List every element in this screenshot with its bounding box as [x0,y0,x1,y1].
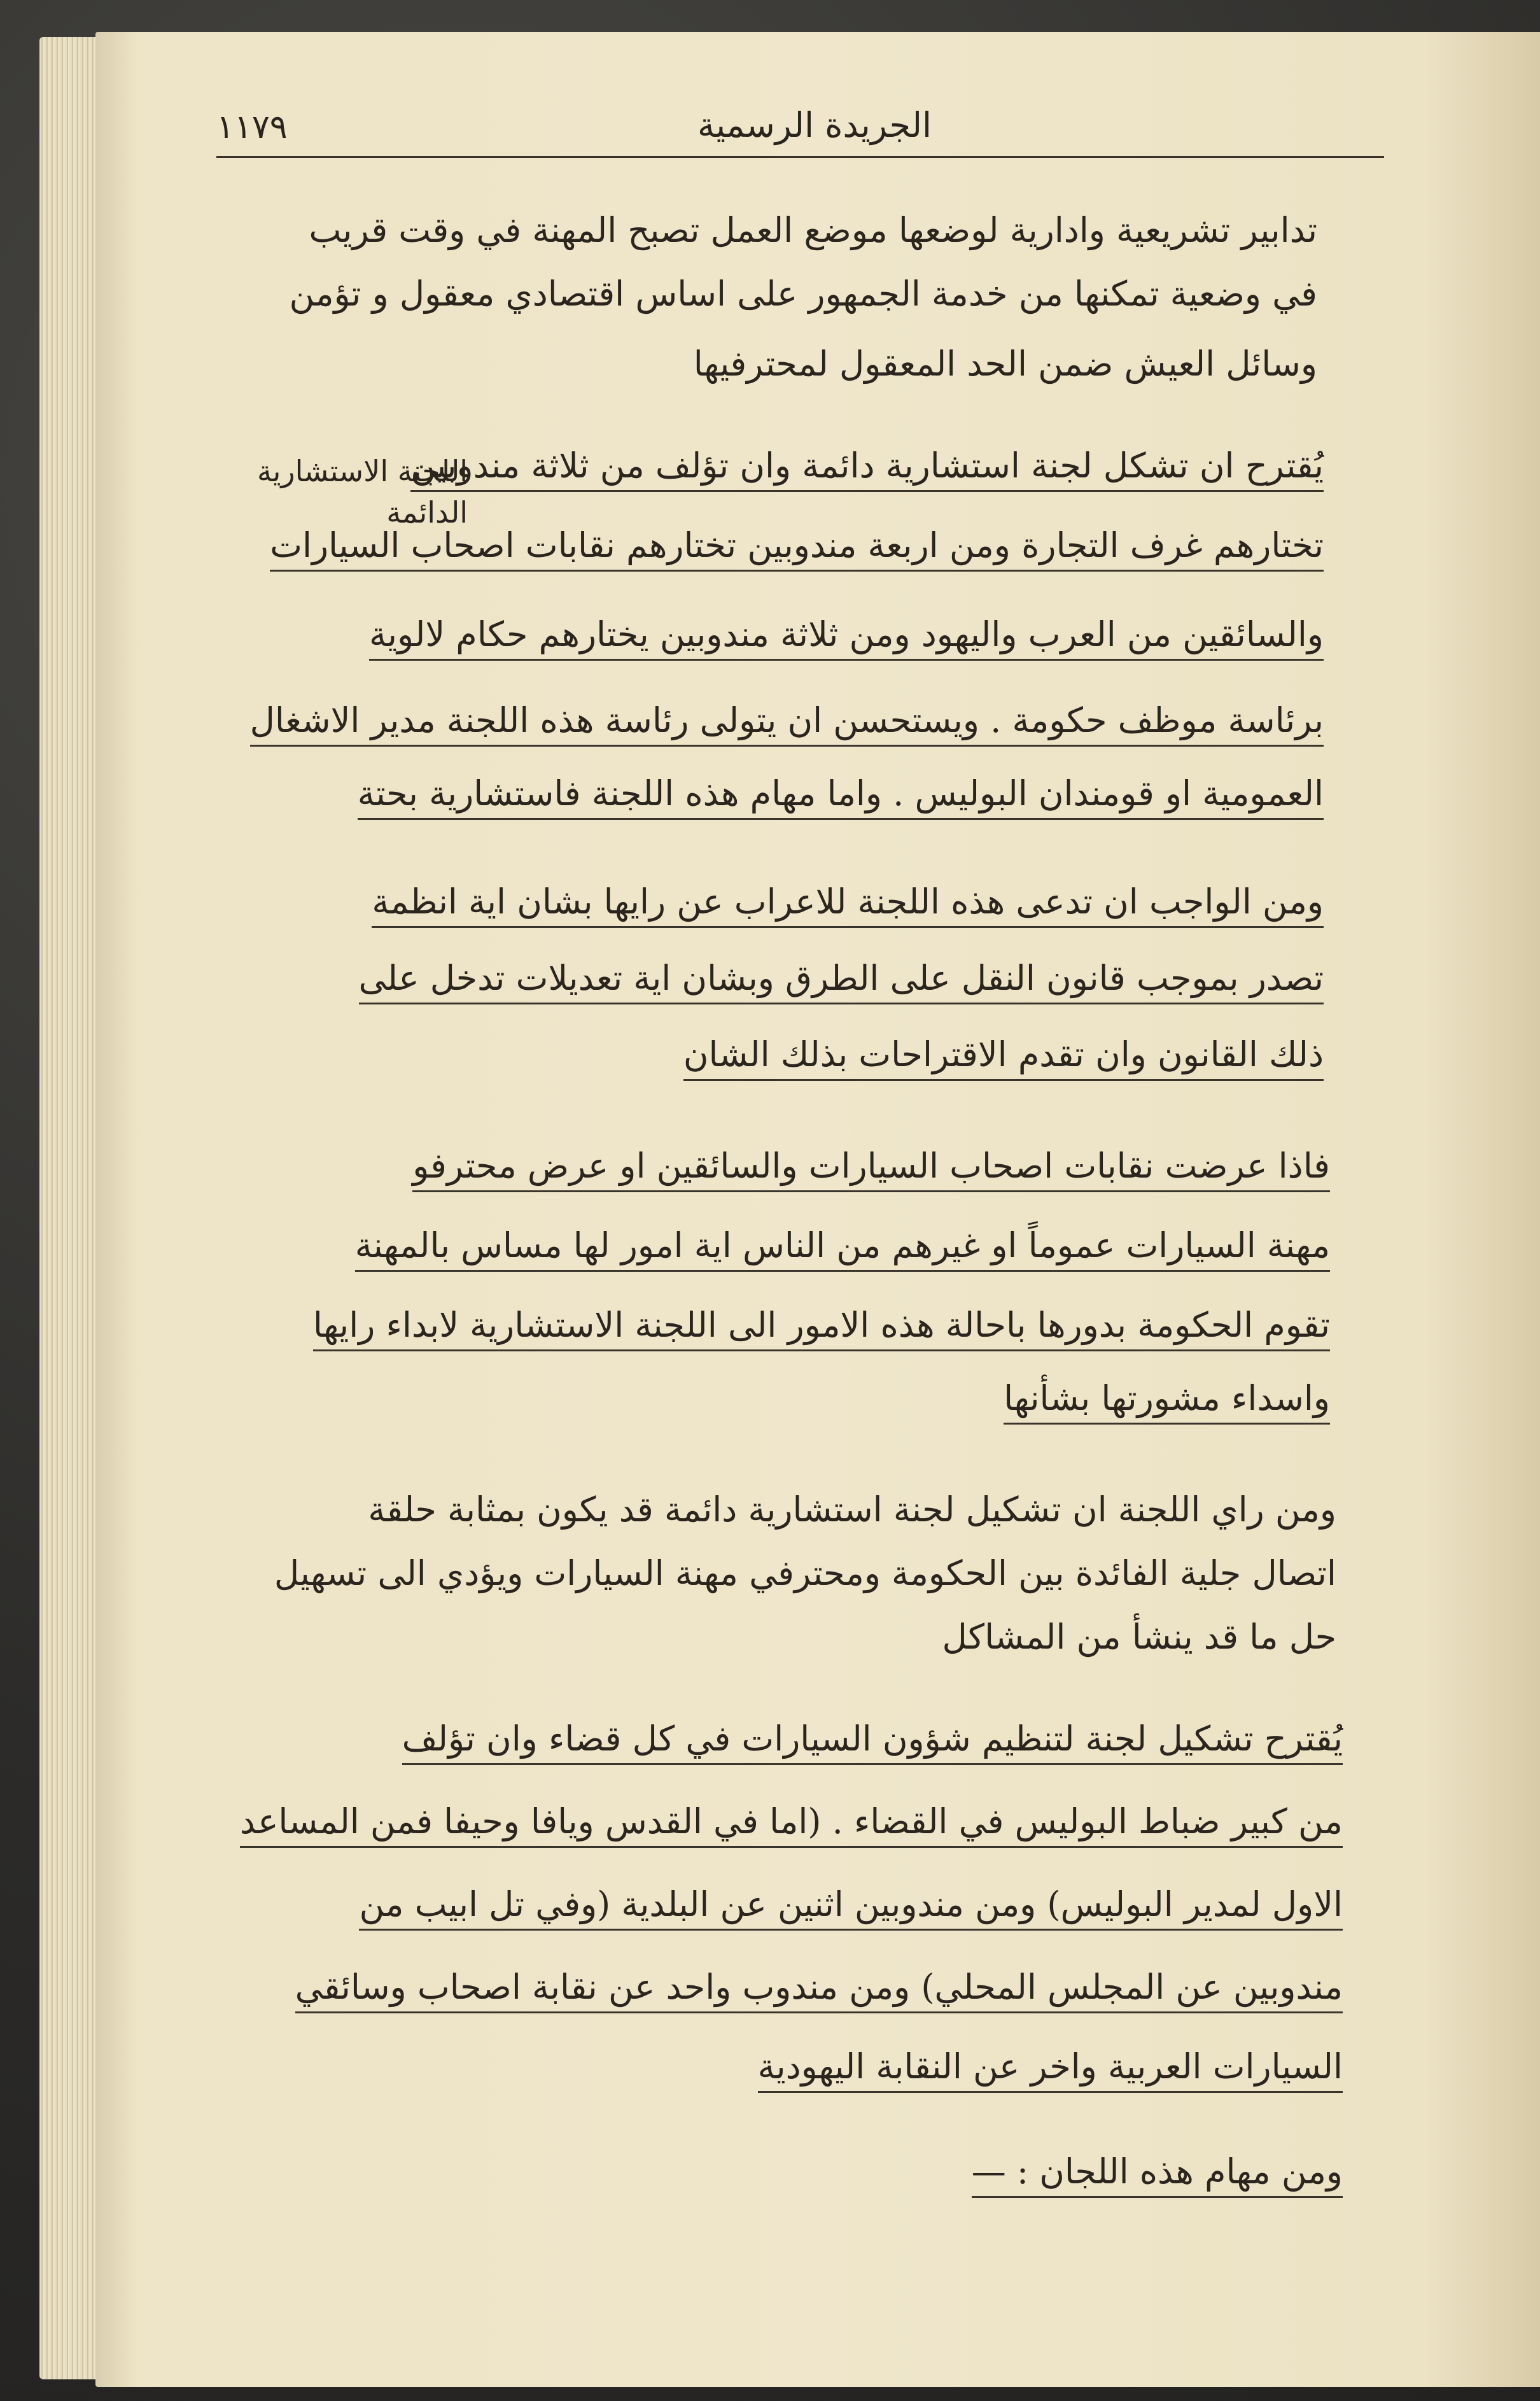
text-line: ذلك القانون وان تقدم الاقتراحات بذلك الشان [683,1034,1324,1081]
text-line: وسائل العيش ضمن الحد المعقول لمحترفيها [693,344,1317,384]
text-line: اتصال جلية الفائدة بين الحكومة ومحترفي مهنة السيارات ويؤدي الى تسهيل [274,1553,1336,1593]
text-line: يُقترح تشكيل لجنة لتنظيم شؤون السيارات في كل قضاء وان تؤلف [402,1719,1343,1765]
text-line: مندوبين عن المجلس المحلي) ومن مندوب واحد عن نقابة اصحاب وسائقي [295,1967,1343,2013]
margin-note: اللجنة الاستشارية [256,454,468,488]
text-line: برئاسة موظف حكومة . ويستحسن ان يتولى رئاسة هذه اللجنة مدير الاشغال [250,700,1324,747]
text-line: تختارهم غرف التجارة ومن اربعة مندوبين تختارهم نقابات اصحاب السيارات [270,525,1324,572]
header-rule [216,156,1384,158]
text-line: تقوم الحكومة بدورها باحالة هذه الامور الى اللجنة الاستشارية لابداء رايها [313,1305,1330,1351]
text-line: من كبير ضباط البوليس في القضاء . (اما في القدس ويافا وحيفا فمن المساعد [240,1801,1343,1848]
text-line: السيارات العربية واخر عن النقابة اليهودية [758,2046,1343,2093]
text-line: تصدر بموجب قانون النقل على الطرق وبشان اية تعديلات تدخل على [359,958,1324,1004]
text-line: ومن مهام هذه اللجان : — [972,2151,1343,2198]
text-line: مهنة السيارات عموماً او غيرهم من الناس اية امور لها مساس بالمهنة [355,1225,1330,1272]
text-line: في وضعية تمكنها من خدمة الجمهور على اساس اقتصادي معقول و تؤمن [289,274,1317,314]
text-line: فاذا عرضت نقابات اصحاب السيارات والسائقين او عرض محترفو [412,1146,1330,1192]
text-line: ومن الواجب ان تدعى هذه اللجنة للاعراب عن رايها بشان اية انظمة [372,882,1324,928]
text-line: العمومية او قومندان البوليس . واما مهام هذه اللجنة فاستشارية بحتة [358,773,1324,820]
text-line: الاول لمدير البوليس) ومن مندوبين اثنين عن البلدية (وفي تل ابيب من [359,1884,1343,1931]
page-number: ١١٧٩ [216,108,288,146]
text-line: حل ما قد ينشأ من المشاكل [942,1617,1336,1657]
margin-note: الدائمة [386,495,468,530]
text-line: تدابير تشريعية وادارية لوضعها موضع العمل تصبح المهنة في وقت قريب [309,210,1317,250]
text-line: والسائقين من العرب واليهود ومن ثلاثة مندوبين يختارهم حكام لالوية [369,614,1324,661]
text-line: يُقترح ان تشكل لجنة استشارية دائمة وان تؤلف من ثلاثة مندوبين [410,446,1324,492]
document-page [95,32,1540,2387]
page-title: الجريدة الرسمية [697,105,932,145]
text-line: واسداء مشورتها بشأنها [1004,1378,1330,1425]
text-line: ومن راي اللجنة ان تشكيل لجنة استشارية دائمة قد يكون بمثابة حلقة [368,1489,1336,1530]
